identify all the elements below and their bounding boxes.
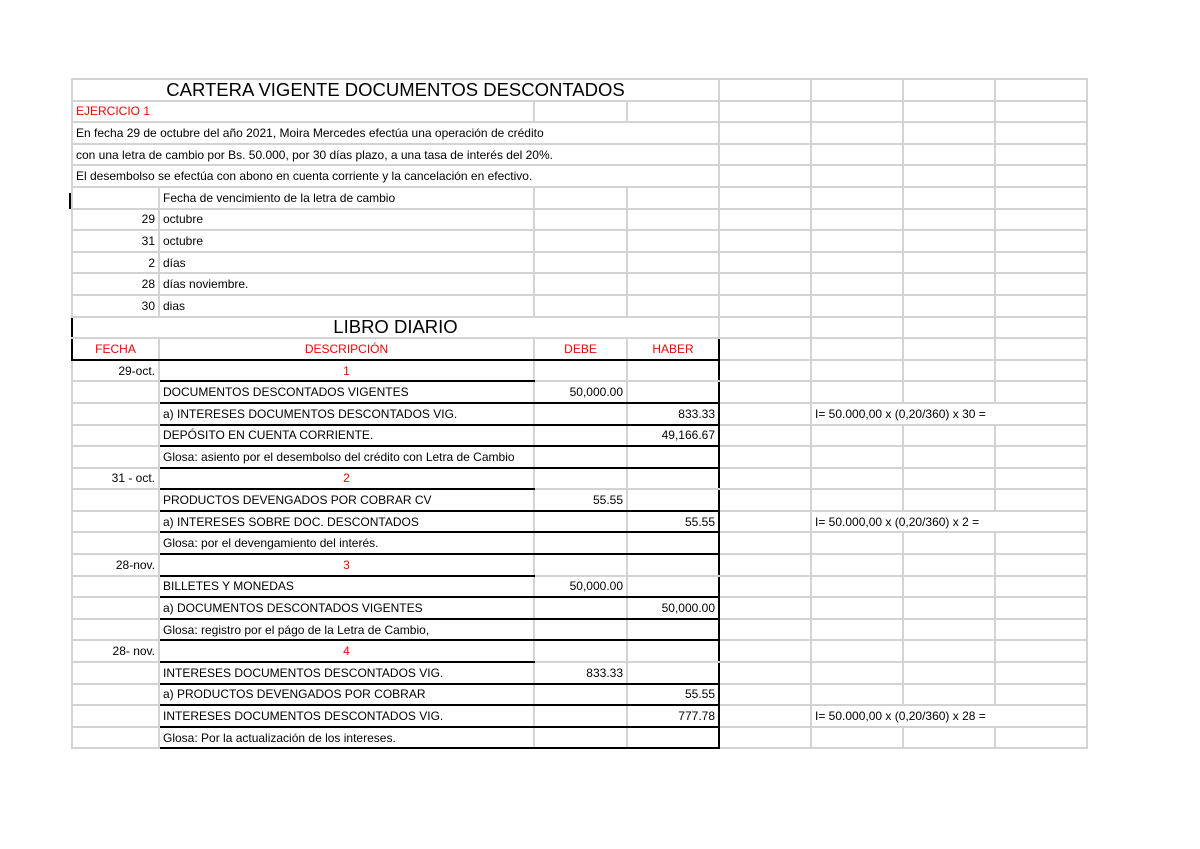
day-number[interactable]: 30 <box>72 295 159 317</box>
date-cell[interactable] <box>72 425 159 447</box>
day-label[interactable]: días <box>159 252 534 274</box>
empty-cell[interactable] <box>811 122 903 144</box>
empty-cell[interactable] <box>811 597 903 619</box>
exercise-text[interactable]: En fecha 29 de octubre del año 2021, Moira Mercedes efectúa una operación de crédito <box>72 122 719 144</box>
header-debit[interactable]: DEBE <box>534 338 627 360</box>
empty-cell[interactable] <box>903 122 995 144</box>
gloss-row <box>72 446 1087 468</box>
empty-cell[interactable] <box>719 554 811 576</box>
empty-cell[interactable] <box>903 79 995 101</box>
line-debit[interactable]: 833.33 <box>534 662 627 684</box>
journal-line-row <box>72 511 1087 533</box>
day-number[interactable]: 29 <box>72 209 159 231</box>
empty-cell[interactable] <box>811 144 903 166</box>
empty-cell[interactable] <box>903 554 995 576</box>
credit-cell[interactable] <box>627 446 719 468</box>
empty-cell[interactable] <box>903 619 995 641</box>
journal-title[interactable]: LIBRO DIARIO <box>72 317 719 339</box>
line-credit[interactable] <box>627 662 719 684</box>
empty-cell[interactable] <box>627 295 719 317</box>
empty-cell[interactable] <box>534 187 627 209</box>
empty-cell[interactable] <box>995 122 1087 144</box>
debit-cell[interactable] <box>534 360 627 382</box>
empty-cell[interactable] <box>995 101 1087 123</box>
empty-cell[interactable] <box>903 273 995 295</box>
empty-cell[interactable] <box>995 295 1087 317</box>
empty-cell[interactable] <box>627 252 719 274</box>
empty-cell[interactable] <box>719 360 811 382</box>
interest-formula[interactable]: I= 50.000,00 x (0,20/360) x 2 = <box>811 511 1087 533</box>
empty-cell[interactable] <box>903 317 995 339</box>
empty-cell[interactable] <box>534 295 627 317</box>
debit-cell[interactable] <box>534 619 627 641</box>
empty-cell[interactable] <box>811 295 903 317</box>
date-cell[interactable] <box>72 727 159 749</box>
maturity-title-row <box>72 187 1087 209</box>
empty-cell[interactable] <box>903 187 995 209</box>
line-credit[interactable]: 55.55 <box>627 684 719 706</box>
date-cell[interactable] <box>72 446 159 468</box>
empty-cell[interactable] <box>811 338 903 360</box>
title-row <box>72 79 1087 101</box>
debit-cell[interactable] <box>534 554 627 576</box>
line-debit[interactable] <box>534 684 627 706</box>
empty-cell[interactable] <box>811 727 903 749</box>
line-description[interactable]: DOCUMENTOS DESCONTADOS VIGENTES <box>159 381 534 403</box>
debit-cell[interactable] <box>534 446 627 468</box>
empty-cell[interactable] <box>719 381 811 403</box>
empty-cell[interactable] <box>903 252 995 274</box>
line-description[interactable]: a) PRODUCTOS DEVENGADOS POR COBRAR <box>159 684 534 706</box>
entry-number[interactable]: 2 <box>159 468 534 490</box>
empty-cell[interactable] <box>811 554 903 576</box>
empty-cell[interactable] <box>995 187 1087 209</box>
empty-cell[interactable] <box>719 165 811 187</box>
journal-line-row <box>72 381 1087 403</box>
exercise-text[interactable]: El desembolso se efectúa con abono en cuenta corriente y la cancelación en efectivo. <box>72 165 719 187</box>
empty-cell[interactable] <box>995 684 1087 706</box>
empty-cell[interactable] <box>995 381 1087 403</box>
entry-number[interactable]: 3 <box>159 554 534 576</box>
empty-cell[interactable] <box>811 79 903 101</box>
empty-cell[interactable] <box>159 101 534 123</box>
empty-cell[interactable] <box>995 576 1087 598</box>
date-cell[interactable] <box>72 705 159 727</box>
empty-cell[interactable] <box>995 230 1087 252</box>
empty-cell[interactable] <box>995 252 1087 274</box>
empty-cell[interactable] <box>811 576 903 598</box>
empty-cell[interactable] <box>627 187 719 209</box>
empty-cell[interactable] <box>903 597 995 619</box>
empty-cell[interactable] <box>903 425 995 447</box>
empty-cell[interactable] <box>811 209 903 231</box>
line-debit[interactable]: 55.55 <box>534 489 627 511</box>
empty-cell[interactable] <box>811 273 903 295</box>
day-number[interactable]: 28 <box>72 273 159 295</box>
empty-cell[interactable] <box>995 532 1087 554</box>
empty-cell[interactable] <box>811 532 903 554</box>
empty-cell[interactable] <box>534 252 627 274</box>
empty-cell[interactable] <box>627 230 719 252</box>
line-description[interactable]: INTERESES DOCUMENTOS DESCONTADOS VIG. <box>159 662 534 684</box>
credit-cell[interactable] <box>627 360 719 382</box>
line-debit[interactable]: 50,000.00 <box>534 576 627 598</box>
entry-number-row <box>72 360 1087 382</box>
empty-cell[interactable] <box>995 554 1087 576</box>
empty-cell[interactable] <box>719 727 811 749</box>
empty-cell[interactable] <box>903 381 995 403</box>
line-description[interactable]: INTERESES DOCUMENTOS DESCONTADOS VIG. <box>159 705 534 727</box>
day-label[interactable]: octubre <box>159 230 534 252</box>
entry-gloss[interactable]: Glosa: por el devengamiento del interés. <box>159 532 534 554</box>
gloss-row <box>72 619 1087 641</box>
empty-cell[interactable] <box>719 597 811 619</box>
entry-number-row <box>72 554 1087 576</box>
journal-line-row <box>72 597 1087 619</box>
empty-cell[interactable] <box>719 122 811 144</box>
credit-cell[interactable] <box>627 468 719 490</box>
empty-cell[interactable] <box>995 446 1087 468</box>
empty-cell[interactable] <box>719 252 811 274</box>
exercise-label[interactable]: EJERCICIO 1 <box>72 101 159 123</box>
line-debit[interactable] <box>534 597 627 619</box>
empty-cell[interactable] <box>719 187 811 209</box>
line-description[interactable]: DEPÓSITO EN CUENTA CORRIENTE. <box>159 425 534 447</box>
empty-cell[interactable] <box>903 684 995 706</box>
line-credit[interactable]: 777.78 <box>627 705 719 727</box>
empty-cell[interactable] <box>719 640 811 662</box>
empty-cell[interactable] <box>719 338 811 360</box>
journal-line-row <box>72 684 1087 706</box>
exercise-text-row <box>72 165 1087 187</box>
journal-line-row <box>72 489 1087 511</box>
empty-cell[interactable] <box>534 209 627 231</box>
journal-line-row <box>72 705 1087 727</box>
header-credit[interactable]: HABER <box>627 338 719 360</box>
day-calc-row <box>72 273 1087 295</box>
line-debit[interactable] <box>534 403 627 425</box>
empty-cell[interactable] <box>811 360 903 382</box>
empty-cell[interactable] <box>719 273 811 295</box>
sheet-title[interactable]: CARTERA VIGENTE DOCUMENTOS DESCONTADOS <box>72 79 719 101</box>
empty-cell[interactable] <box>811 446 903 468</box>
header-date[interactable]: FECHA <box>72 338 159 360</box>
journal-line-row <box>72 403 1087 425</box>
empty-cell[interactable] <box>903 165 995 187</box>
empty-cell[interactable] <box>903 209 995 231</box>
line-debit[interactable] <box>534 425 627 447</box>
entry-date[interactable]: 28- nov. <box>72 640 159 662</box>
empty-cell[interactable] <box>719 684 811 706</box>
empty-cell[interactable] <box>903 576 995 598</box>
debit-cell[interactable] <box>534 468 627 490</box>
line-credit[interactable] <box>627 576 719 598</box>
empty-cell[interactable] <box>811 489 903 511</box>
empty-cell[interactable] <box>903 489 995 511</box>
empty-cell[interactable] <box>719 295 811 317</box>
empty-cell[interactable] <box>719 230 811 252</box>
line-credit[interactable]: 50,000.00 <box>627 597 719 619</box>
empty-cell[interactable] <box>719 403 811 425</box>
journal-line-row <box>72 425 1087 447</box>
empty-cell[interactable] <box>995 489 1087 511</box>
journal-line-row <box>72 576 1087 598</box>
entry-number-row <box>72 468 1087 490</box>
empty-cell[interactable] <box>719 317 811 339</box>
day-number[interactable]: 2 <box>72 252 159 274</box>
header-description[interactable]: DESCRIPCIÓN <box>159 338 534 360</box>
entry-number[interactable]: 4 <box>159 640 534 662</box>
empty-cell[interactable] <box>903 532 995 554</box>
empty-cell[interactable] <box>995 144 1087 166</box>
line-credit[interactable]: 55.55 <box>627 511 719 533</box>
empty-cell[interactable] <box>627 209 719 231</box>
date-cell[interactable] <box>72 532 159 554</box>
journal-line-row <box>72 662 1087 684</box>
empty-cell[interactable] <box>811 187 903 209</box>
empty-cell[interactable] <box>995 273 1087 295</box>
empty-cell[interactable] <box>903 338 995 360</box>
empty-cell[interactable] <box>995 468 1087 490</box>
empty-cell[interactable] <box>627 101 719 123</box>
empty-cell[interactable] <box>903 144 995 166</box>
entry-gloss[interactable]: Glosa: registro por el págo de la Letra de Cambio, <box>159 619 534 641</box>
empty-cell[interactable] <box>903 640 995 662</box>
empty-cell[interactable] <box>995 662 1087 684</box>
empty-cell[interactable] <box>719 532 811 554</box>
entry-date[interactable]: 29-oct. <box>72 360 159 382</box>
gloss-row <box>72 532 1087 554</box>
date-cell[interactable] <box>72 597 159 619</box>
empty-cell[interactable] <box>719 662 811 684</box>
empty-cell[interactable] <box>903 468 995 490</box>
empty-cell[interactable] <box>811 317 903 339</box>
day-label[interactable]: octubre <box>159 209 534 231</box>
empty-cell[interactable] <box>719 101 811 123</box>
empty-cell[interactable] <box>719 705 811 727</box>
line-description[interactable]: BILLETES Y MONEDAS <box>159 576 534 598</box>
date-cell[interactable] <box>72 489 159 511</box>
empty-cell[interactable] <box>811 640 903 662</box>
empty-cell[interactable] <box>719 619 811 641</box>
empty-cell[interactable] <box>995 640 1087 662</box>
line-description[interactable]: a) INTERESES DOCUMENTOS DESCONTADOS VIG. <box>159 403 534 425</box>
empty-cell[interactable] <box>534 230 627 252</box>
exercise-text-row <box>72 122 1087 144</box>
empty-cell[interactable] <box>811 662 903 684</box>
empty-cell[interactable] <box>995 597 1087 619</box>
entry-number[interactable]: 1 <box>159 360 534 382</box>
empty-cell[interactable] <box>719 446 811 468</box>
line-debit[interactable] <box>534 511 627 533</box>
line-debit[interactable] <box>534 705 627 727</box>
empty-cell[interactable] <box>719 576 811 598</box>
date-cell[interactable] <box>72 381 159 403</box>
empty-cell[interactable] <box>534 101 627 123</box>
date-cell[interactable] <box>72 511 159 533</box>
empty-cell[interactable] <box>72 187 159 209</box>
empty-cell[interactable] <box>995 360 1087 382</box>
empty-cell[interactable] <box>719 425 811 447</box>
empty-cell[interactable] <box>811 468 903 490</box>
empty-cell[interactable] <box>903 360 995 382</box>
day-label[interactable]: dias <box>159 295 534 317</box>
entry-gloss[interactable]: Glosa: asiento por el desembolso del crédito con Letra de Cambio <box>159 446 534 468</box>
empty-cell[interactable] <box>719 144 811 166</box>
empty-cell[interactable] <box>719 489 811 511</box>
credit-cell[interactable] <box>627 532 719 554</box>
empty-cell[interactable] <box>811 230 903 252</box>
date-cell[interactable] <box>72 576 159 598</box>
empty-cell[interactable] <box>903 662 995 684</box>
spreadsheet-grid <box>71 78 1088 749</box>
credit-cell[interactable] <box>627 640 719 662</box>
empty-cell[interactable] <box>903 295 995 317</box>
date-cell[interactable] <box>72 403 159 425</box>
empty-cell[interactable] <box>811 684 903 706</box>
empty-cell[interactable] <box>995 619 1087 641</box>
empty-cell[interactable] <box>719 209 811 231</box>
empty-cell[interactable] <box>995 727 1087 749</box>
empty-cell[interactable] <box>995 425 1087 447</box>
journal-title-row <box>72 317 1087 339</box>
line-credit[interactable]: 49,166.67 <box>627 425 719 447</box>
day-calc-row <box>72 230 1087 252</box>
date-cell[interactable] <box>72 619 159 641</box>
empty-cell[interactable] <box>627 273 719 295</box>
exercise-text-row <box>72 144 1087 166</box>
line-description[interactable]: a) INTERESES SOBRE DOC. DESCONTADOS <box>159 511 534 533</box>
entry-date[interactable]: 28-nov. <box>72 554 159 576</box>
empty-cell[interactable] <box>719 511 811 533</box>
day-calc-row <box>72 209 1087 231</box>
line-description[interactable]: a) DOCUMENTOS DESCONTADOS VIGENTES <box>159 597 534 619</box>
credit-cell[interactable] <box>627 554 719 576</box>
entry-date[interactable]: 31 - oct. <box>72 468 159 490</box>
date-cell[interactable] <box>72 662 159 684</box>
empty-cell[interactable] <box>903 727 995 749</box>
day-label[interactable]: días noviembre. <box>159 273 534 295</box>
journal-header-row <box>72 338 1087 360</box>
empty-cell[interactable] <box>995 79 1087 101</box>
empty-cell[interactable] <box>903 446 995 468</box>
empty-cell[interactable] <box>811 252 903 274</box>
date-cell[interactable] <box>72 684 159 706</box>
empty-cell[interactable] <box>995 165 1087 187</box>
line-credit[interactable] <box>627 381 719 403</box>
empty-cell[interactable] <box>995 209 1087 231</box>
entry-number-row <box>72 640 1087 662</box>
empty-cell[interactable] <box>811 619 903 641</box>
empty-cell[interactable] <box>719 79 811 101</box>
line-credit[interactable] <box>627 489 719 511</box>
debit-cell[interactable] <box>534 532 627 554</box>
line-description[interactable]: PRODUCTOS DEVENGADOS POR COBRAR CV <box>159 489 534 511</box>
empty-cell[interactable] <box>903 101 995 123</box>
debit-cell[interactable] <box>534 640 627 662</box>
line-credit[interactable]: 833.33 <box>627 403 719 425</box>
day-number[interactable]: 31 <box>72 230 159 252</box>
credit-cell[interactable] <box>627 619 719 641</box>
interest-formula[interactable]: I= 50.000,00 x (0,20/360) x 28 = <box>811 705 1087 727</box>
empty-cell[interactable] <box>811 425 903 447</box>
debit-cell[interactable] <box>534 727 627 749</box>
empty-cell[interactable] <box>995 338 1087 360</box>
empty-cell[interactable] <box>811 165 903 187</box>
empty-cell[interactable] <box>719 468 811 490</box>
gloss-row <box>72 727 1087 749</box>
exercise-label-row <box>72 101 1087 123</box>
line-debit[interactable]: 50,000.00 <box>534 381 627 403</box>
day-calc-row <box>72 295 1087 317</box>
empty-cell[interactable] <box>903 230 995 252</box>
empty-cell[interactable] <box>534 273 627 295</box>
interest-formula[interactable]: I= 50.000,00 x (0,20/360) x 30 = <box>811 403 1087 425</box>
day-calc-row <box>72 252 1087 274</box>
empty-cell[interactable] <box>811 381 903 403</box>
empty-cell[interactable] <box>811 101 903 123</box>
credit-cell[interactable] <box>627 727 719 749</box>
entry-gloss[interactable]: Glosa: Por la actualización de los intereses. <box>159 727 534 749</box>
exercise-text[interactable]: con una letra de cambio por Bs. 50.000, por 30 días plazo, a una tasa de interés del 20%. <box>72 144 719 166</box>
maturity-title[interactable]: Fecha de vencimiento de la letra de cambio <box>159 187 534 209</box>
empty-cell[interactable] <box>995 317 1087 339</box>
